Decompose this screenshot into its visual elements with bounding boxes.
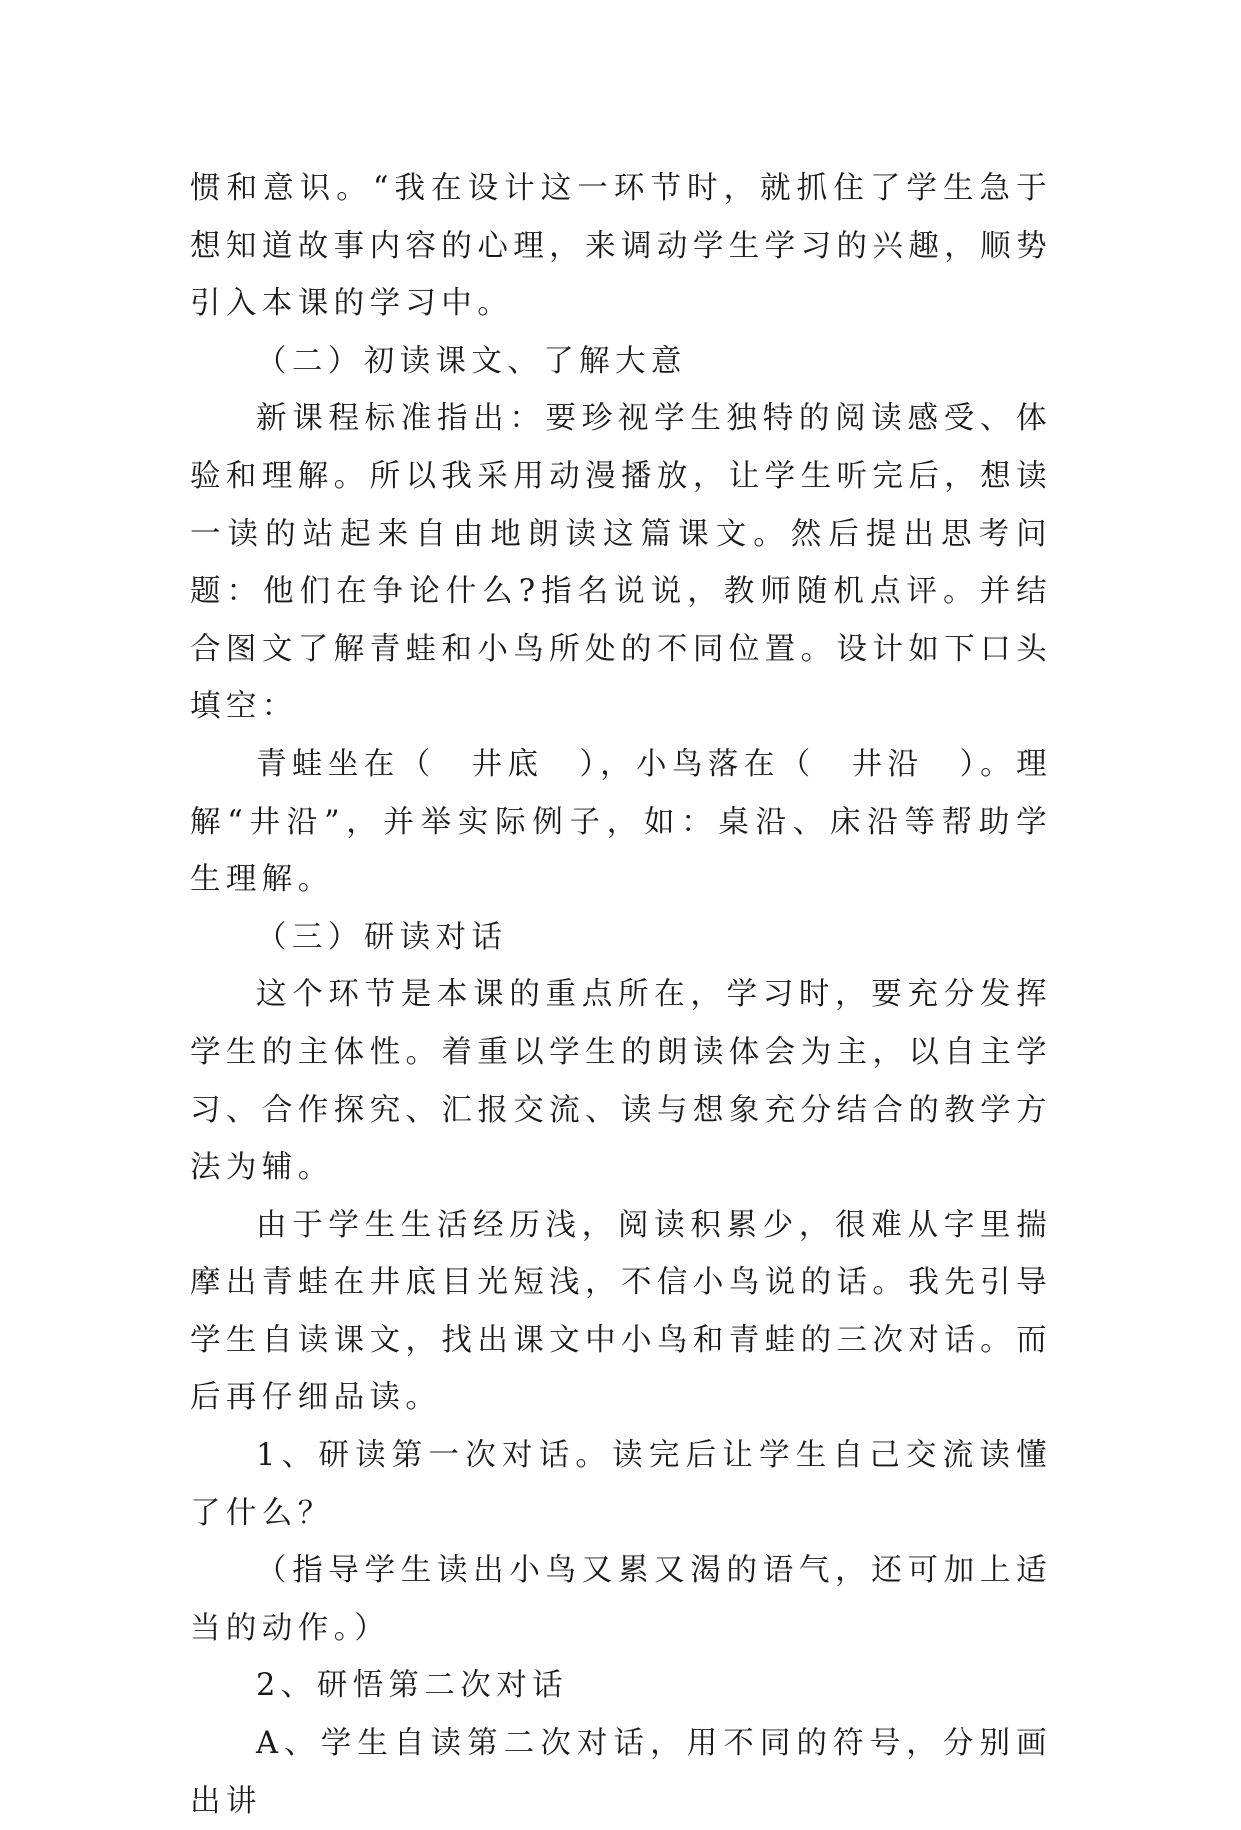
paragraph-key-point: 这个环节是本课的重点所在，学习时，要充分发挥学生的主体性。着重以学生的朗读体会为主，以自主学习、合作探究、汇报交流、读与想象充分结合的教学方法为辅。 — [190, 977, 1052, 1186]
paragraph-reading-note: （指导学生读出小鸟又累又渴的语气，还可加上适当的动作。） — [190, 1553, 1052, 1646]
paragraph-intro-continuation: 惯和意识。“我在设计这一环节时，就抓住了学生急于想知道故事内容的心理，来调动学生学习的兴趣，顺势引入本课的学习中。 — [190, 171, 1052, 322]
section-heading-3: （三）研读对话 — [256, 919, 508, 955]
section-heading-2: （二）初读课文、了解大意 — [256, 343, 687, 379]
list-item-first-dialogue: 1、研读第一次对话。读完后让学生自己交流读懂了什么？ — [190, 1438, 1052, 1531]
body-text — [190, 160, 1052, 1830]
paragraph-curriculum: 新课程标准指出：要珍视学生独特的阅读感受、体验和理解。所以我采用动漫播放，让学生听完后，想读一读的站起来自由地朗读这篇课文。然后提出思考问题：他们在争论什么?指名说说，教师随机点评。并结合图文了解青蛙和小鸟所处的不同位置。设计如下口头填空： — [190, 401, 1052, 725]
list-item-second-dialogue: 2、研悟第二次对话 — [256, 1668, 569, 1704]
paragraph-fill-blank: 青蛙坐在（ 井底 ），小鸟落在（ 井沿 ）。理解“井沿”，并举实际例子，如：桌沿、床沿等帮助学生理解。 — [190, 746, 1052, 898]
paragraph-guidance: 由于学生生活经历浅，阅读积累少，很难从字里揣摩出青蛙在井底目光短浅，不信小鸟说的话。我先引导学生自读课文，找出课文中小鸟和青蛙的三次对话。而后再仔细品读。 — [190, 1207, 1052, 1416]
list-item-sub-a: A、学生自读第二次对话，用不同的符号，分别画出讲 — [190, 1726, 1052, 1819]
